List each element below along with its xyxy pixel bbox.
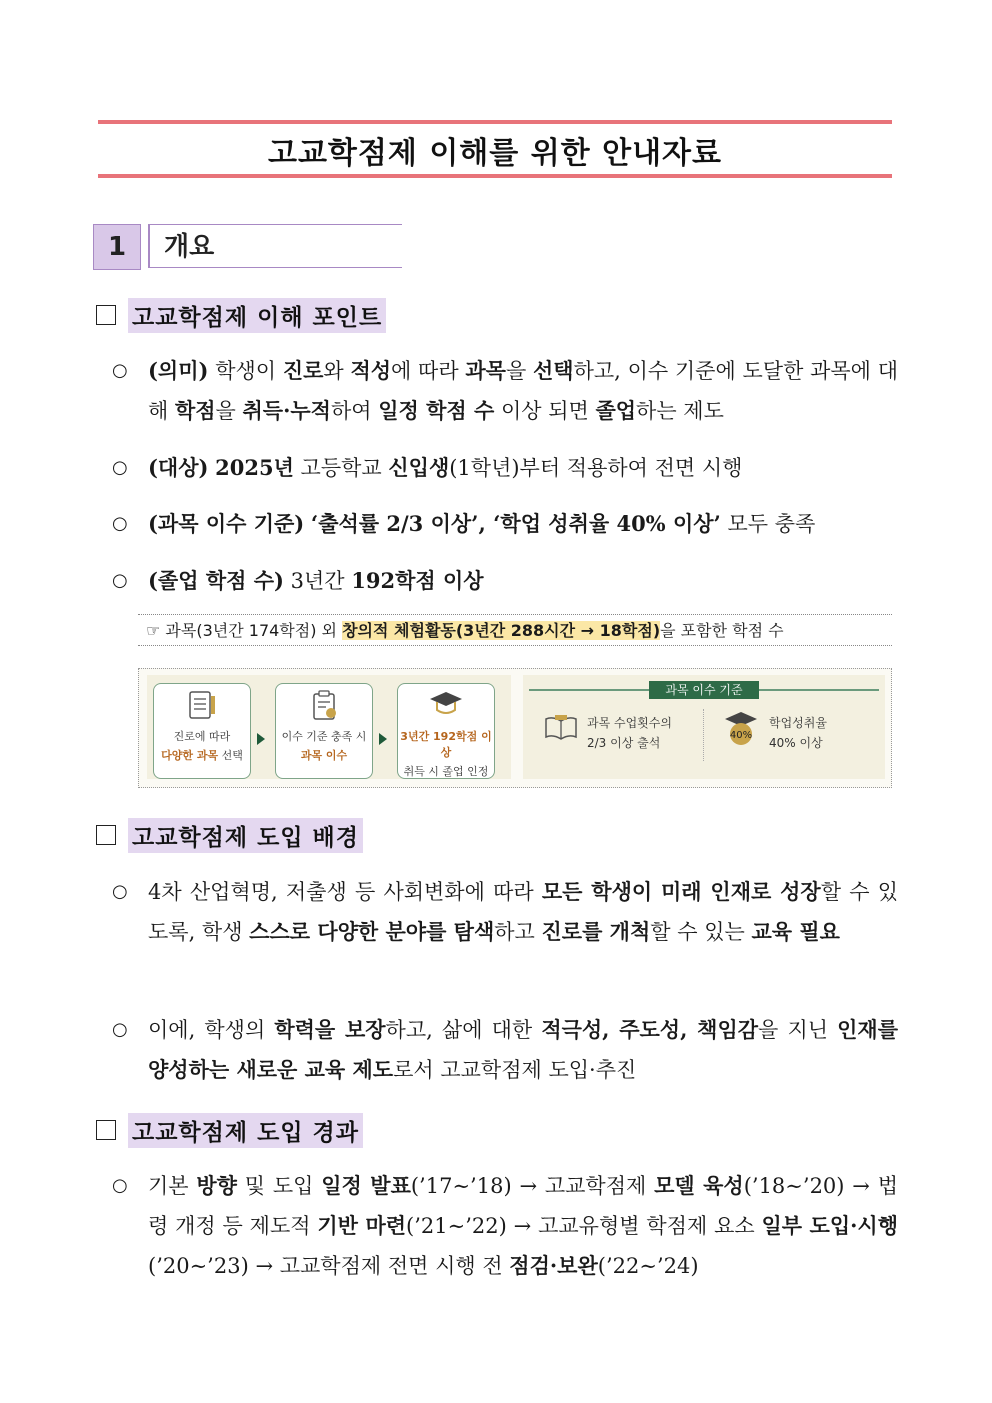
pointing-hand-icon: ☞ [146,621,161,640]
bullet-graduation [112,561,902,601]
checkbox-square-icon [96,1120,116,1140]
heading-progress [96,1115,363,1145]
arrow-right-icon [257,733,265,745]
reference-note: ☞ 과목(3년간 174학점) 외 창의적 체험활동(3년간 288시간 → 18학점)을 포함한 학점 수 [138,614,892,646]
heading-points-text: 고교학점제 이해 포인트 [128,298,386,333]
bullet-mark: ○ [112,457,128,478]
achievement-badge-icon [723,711,759,747]
infographic-steps-panel [147,675,511,779]
section-title: 개요 [148,224,402,268]
bullet-mark: ○ [112,1175,128,1196]
criteria-label: 과목 이수 기준 [649,681,759,699]
bullet-target [112,448,902,488]
heading-background-text: 고교학점제 도입 배경 [128,818,363,853]
checkbox-square-icon [96,825,116,845]
bullet-mark: ○ [112,360,128,381]
bullet-mark: ○ [112,570,128,591]
step-choose-subjects: 진로에 따라 다양한 과목 선택 [153,683,251,779]
section-number: 1 [93,224,141,270]
bullet-criteria-text: (과목 이수 기준) ‘출석률 2/3 이상’, ‘학업 성취율 40% 이상’ 모두 충족 [148,511,816,536]
clipboard-check-icon [306,690,342,722]
svg-text:40%: 40% [729,730,753,741]
graduation-cap-icon [428,690,464,722]
document-title: 고교학점제 이해를 위한 안내자료 [267,136,723,171]
title-rule-bottom [98,174,892,178]
criteria-divider [703,709,704,761]
checkbox-square-icon [96,305,116,325]
title-block [98,120,892,180]
bullet-target-text: (대상) 2025년 고등학교 신입생(1학년)부터 적용하여 전면 시행 [148,455,743,480]
checklist-icon [184,690,220,722]
title-rule-top [98,120,892,124]
note-highlight: 창의적 체험활동(3년간 288시간 → 18학점) [342,621,661,640]
bullet-meaning [112,351,902,431]
heading-progress-text: 고교학점제 도입 경과 [128,1113,363,1148]
bullet-graduation-text: (졸업 학점 수) 3년간 192학점 이상 [148,568,484,593]
process-infographic [138,668,892,788]
step-graduation: 3년간 192학점 이상 취득 시 졸업 인정 [397,683,495,779]
bullet-criteria [112,504,902,544]
heading-background [96,820,363,850]
arrow-right-icon [379,733,387,745]
bullet-mark: ○ [112,881,128,902]
bullet-meaning-text: (의미) 학생이 진로와 적성에 따라 과목을 선택하고, 이수 기준에 도달한 과목에 대해 학점을 취득·누적하여 일정 학점 수 이상 되면 졸업하는 제도 [148,358,898,423]
bullet-mark: ○ [112,513,128,534]
bullet-background-1 [112,872,902,992]
step-complete-subject: 이수 기준 충족 시 과목 이수 [275,683,373,779]
criteria-achievement: 학업성취율 40% 이상 [769,716,827,750]
bullet-background-1-text: 4차 산업혁명, 저출생 등 사회변화에 따라 모든 학생이 미래 인재로 성장할 수 있도록, 학생 스스로 다양한 분야를 탐색하고 진로를 개척할 수 있는 교육 필요 [148,879,898,944]
bullet-progress-text: 기본 방향 및 도입 일정 발표(’17∼’18) → 고교학점제 모델 육성(’18∼’20) → 법령 개정 등 제도적 기반 마련(’21∼’22) → 고교유형별 학점제 요소 일부 도입·시행(’20∼’23) → 고교학점제 전면 시행 전 점검·보완(’22∼’24) [148,1173,899,1278]
bullet-mark: ○ [112,1019,128,1040]
heading-points [96,300,386,330]
open-book-icon [543,711,579,747]
bullet-progress [112,1166,902,1286]
criteria-attendance: 과목 수업횟수의 2/3 이상 출석 [587,716,672,750]
bullet-background-2 [112,1010,902,1090]
infographic-criteria-panel [523,675,885,779]
bullet-background-2-text: 이에, 학생의 학력을 보장하고, 삶에 대한 적극성, 주도성, 책임감을 지닌 인재를 양성하는 새로운 교육 제도로서 고교학점제 도입·추진 [148,1017,898,1082]
